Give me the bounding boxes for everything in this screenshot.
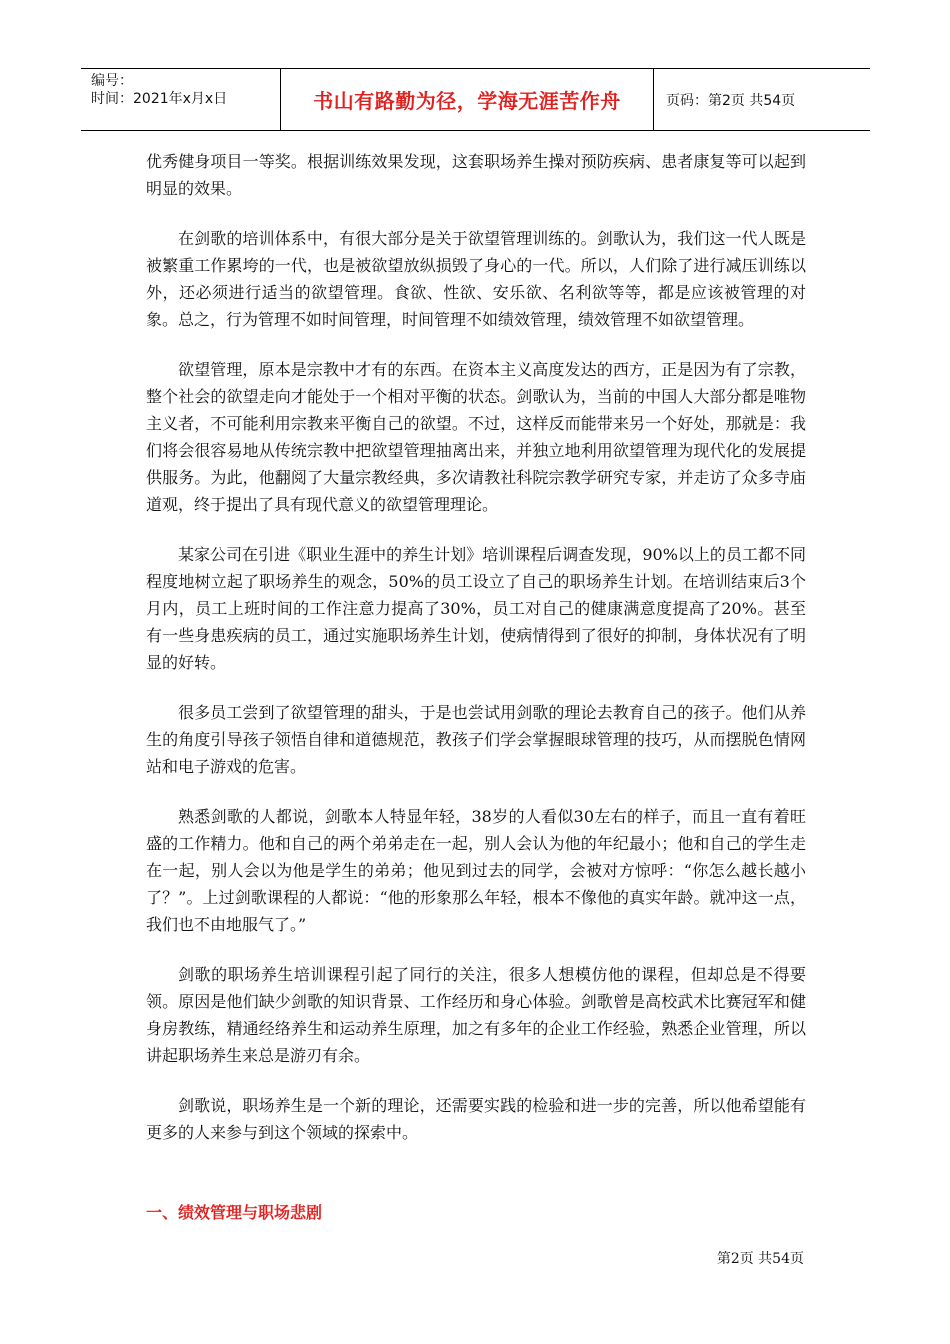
paragraph: 欲望管理，原本是宗教中才有的东西。在资本主义高度发达的西方，正是因为有了宗教，整个社会的欲望走向才能处于一个相对平衡的状态。剑歌认为，当前的中国人大部分都是唯物主义者，不可能利用宗教来平衡自己的欲望。不过，这样反而能带来另一个好处，那就是：我们将会很容易地从传统宗教中把欲望管理抽离出来，并独立地利用欲望管理为现代化的发展提供服务。为此，他翻阅了大量宗教经典，多次请教社科院宗教学研究专家，并走访了众多寺庙道观，终于提出了具有现代意义的欲望管理理论。: [146, 360, 806, 514]
page-header: [81, 68, 870, 131]
body-text: [146, 148, 806, 1169]
paragraph: 某家公司在引进《职业生涯中的养生计划》培训课程后调查发现，90%以上的员工都不同程度地树立起了职场养生的观念，50%的员工设立了自己的职场养生计划。在培训结束后3个月内，员工上班时间的工作注意力提高了30%，员工对自己的健康满意度提高了20%。甚至有一些身患疾病的员工，通过实施职场养生计划，使病情得到了很好的抑制，身体状况有了明显的好转。: [146, 545, 806, 672]
document-date: 时间：2021年x月x日: [91, 91, 228, 107]
section-heading: 一、绩效管理与职场悲剧: [146, 1203, 323, 1222]
paragraph: 在剑歌的培训体系中，有很大部分是关于欲望管理训练的。剑歌认为，我们这一代人既是被繁重工作累垮的一代，也是被欲望放纵损毁了身心的一代。所以，人们除了进行减压训练以外，还必须进行适当的欲望管理。食欲、性欲、安乐欲、名利欲等等，都是应该被管理的对象。总之，行为管理不如时间管理，时间管理不如绩效管理，绩效管理不如欲望管理。: [146, 229, 806, 329]
paragraph: 熟悉剑歌的人都说，剑歌本人特显年轻，38岁的人看似30左右的样子，而且一直有着旺盛的工作精力。他和自己的两个弟弟走在一起，别人会认为他的年纪最小；他和自己的学生走在一起，别人会以为他是学生的弟弟；他见到过去的同学，会被对方惊呼：“你怎么越长越小了？”。上过剑歌课程的人都说：“他的形象那么年轻，根本不像他的真实年龄。就冲这一点，我们也不由地服气了。”: [146, 807, 806, 934]
header-meta: [81, 69, 281, 130]
header-motto: 书山有路勤为径，学海无涯苦作舟: [281, 69, 654, 130]
document-number: 编号：: [91, 73, 133, 89]
paragraph: 剑歌说，职场养生是一个新的理论，还需要实践的检验和进一步的完善，所以他希望能有更多的人来参与到这个领域的探索中。: [146, 1096, 806, 1142]
footer-page-number: 第2页 共54页: [716, 1251, 804, 1267]
paragraph: 很多员工尝到了欲望管理的甜头，于是也尝试用剑歌的理论去教育自己的孩子。他们从养生的角度引导孩子领悟自律和道德规范，教孩子们学会掌握眼球管理的技巧，从而摆脱色情网站和电子游戏的危害。: [146, 703, 806, 776]
header-page-number: 页码：第2页 共54页: [666, 92, 796, 109]
paragraph: 优秀健身项目一等奖。根据训练效果发现，这套职场养生操对预防疾病、患者康复等可以起到明显的效果。: [146, 152, 806, 198]
paragraph: 剑歌的职场养生培训课程引起了同行的关注，很多人想模仿他的课程，但却总是不得要领。原因是他们缺少剑歌的知识背景、工作经历和身心体验。剑歌曾是高校武术比赛冠军和健身房教练，精通经络养生和运动养生原理，加之有多年的企业工作经验，熟悉企业管理，所以讲起职场养生来总是游刃有余。: [146, 965, 806, 1065]
